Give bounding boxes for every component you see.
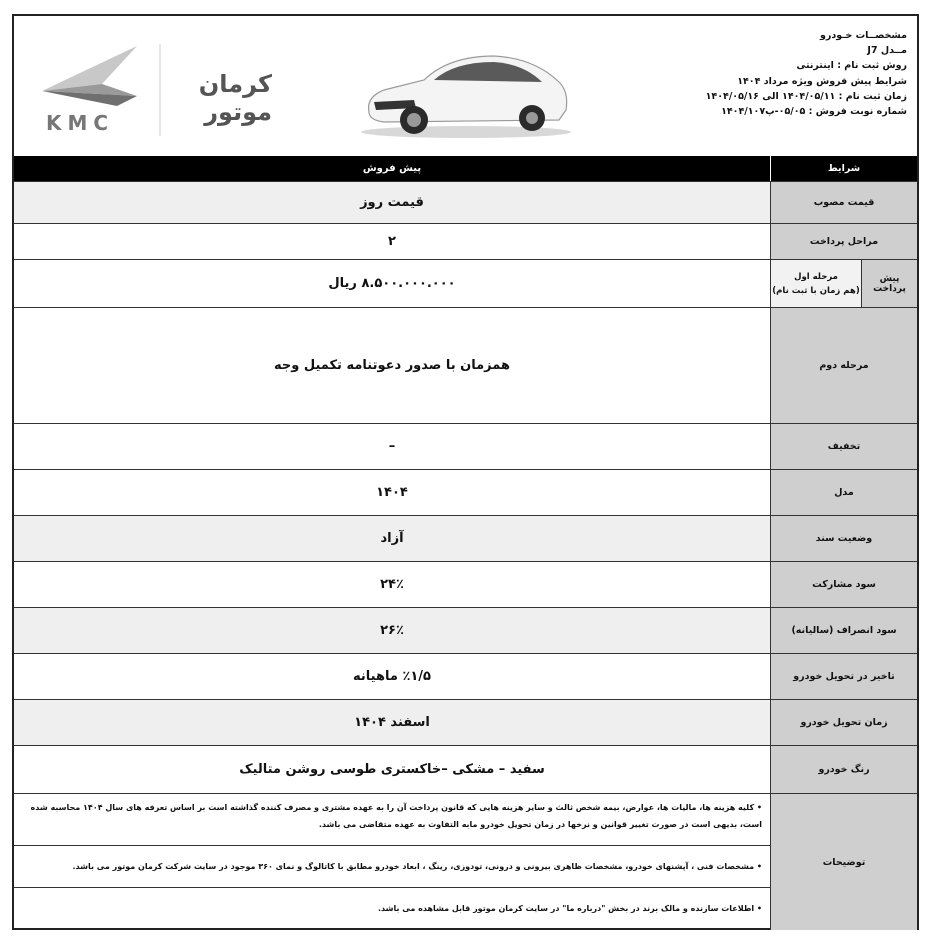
row-label: زمان تحویل خودرو (770, 700, 917, 745)
row-label: سود مشارکت (770, 562, 917, 607)
table-row (14, 224, 917, 260)
table-row (14, 260, 917, 308)
specs-terms: شرایط پیش فروش ویژه مرداد ۱۴۰۴ (737, 75, 907, 87)
specs-title: مشخصــات خـودرو (820, 30, 907, 41)
row-value: اسفند ۱۴۰۴ (354, 715, 430, 730)
row-inner-label (770, 260, 861, 307)
brand-logo (32, 36, 272, 146)
table-row (14, 182, 917, 224)
table-header-row (14, 156, 917, 182)
row-value: ۲۴٪ (380, 577, 404, 592)
car-image (354, 42, 579, 142)
row-value: آزاد (380, 531, 404, 546)
row-value: همزمان با صدور دعوتنامه تکمیل وجه (274, 358, 510, 373)
row-label: مراحل پرداخت (770, 224, 917, 259)
row-label: وضعیت سند (770, 516, 917, 561)
svg-text:KMC: KMC (46, 111, 115, 135)
table-row (14, 746, 917, 794)
row-value: ۲ (388, 234, 396, 249)
row-label: تخفیف (770, 424, 917, 469)
note-item: • مشخصات فنی ، آپشنهای خودرو، مشخصات ظاهری بیرونی و درونی، تودوزی، رینگ ، ابعاد خودرو مطابق با کاتالوگ و نمای ۳۶۰ موجود در سایت شرکت کرمان موتور می باشد. (14, 846, 770, 888)
table-row (14, 470, 917, 516)
table-row (14, 424, 917, 470)
car-icon (354, 42, 579, 142)
row-label: قیمت مصوب (770, 182, 917, 223)
note-item: • کلیه هزینه ها، مالیات ها، عوارض، بیمه شخص ثالث و سایر هزینه هایی که قانون پرداخت آن را به عهده مشتری و مصرف کننده گذاشته است بر اساس تعرفه های سال ۱۴۰۴ محاسبه شده است، بدیهی است در صورت تغییر قوانین و نرخها در زمان تحویل خودرو مابه التفاوت به عهده متقاضی می باشد. (14, 794, 770, 846)
table-row (14, 608, 917, 654)
header-value: پیش فروش (362, 163, 422, 174)
table-row (14, 308, 917, 424)
inner-label-title: مرحله اول (794, 271, 838, 282)
table-row (14, 516, 917, 562)
row-value: ۲۶٪ (380, 623, 404, 638)
price-sheet (12, 14, 919, 930)
row-label: تاخیر در تحویل خودرو (770, 654, 917, 699)
row-label: سود انصراف (سالیانه) (770, 608, 917, 653)
table-row (14, 700, 917, 746)
note-item: • اطلاعات سازنده و مالک برند در بخش "درباره ما" در سایت کرمان موتور قابل مشاهده می باشد. (377, 904, 762, 913)
row-label: مدل (770, 470, 917, 515)
table-row (14, 654, 917, 700)
row-value: ۱۴۰۴ (376, 485, 408, 500)
row-value: ۸.۵۰۰.۰۰۰.۰۰۰ ریال (328, 276, 456, 291)
row-value: – (388, 439, 396, 454)
header-label: شرایط (770, 156, 917, 181)
row-value: سفید – مشکی –خاکستری طوسی روشن متالیک (239, 762, 545, 777)
row-label: مرحله دوم (770, 308, 917, 423)
specs-sale-number: شماره نوبت فروش : ۰۵/۰۵-پ۱۴۰۴/۱۰۷ (721, 106, 907, 118)
header (14, 16, 917, 156)
inner-label-sub: (هم زمان با ثبت نام) (772, 285, 860, 296)
notes-label: توضیحات (770, 794, 917, 930)
table-row (14, 562, 917, 608)
specs-period: زمان ثبت نام : ۱۴۰۴/۰۵/۱۱ الی ۱۴۰۴/۰۵/۱۶ (705, 90, 907, 102)
vehicle-specs (607, 28, 907, 119)
row-value: قیمت روز (360, 195, 424, 210)
notes-row (14, 794, 917, 930)
specs-method: روش ثبت نام : اینترنتی (796, 60, 907, 72)
row-outer-label: پیش پرداخت (861, 260, 917, 307)
row-value: ٪۱/۵ ماهیانه (353, 669, 431, 684)
specs-model: مــدل J7 (867, 45, 907, 57)
row-label: رنگ خودرو (770, 746, 917, 793)
brand-name: کرمان موتور (198, 70, 272, 126)
